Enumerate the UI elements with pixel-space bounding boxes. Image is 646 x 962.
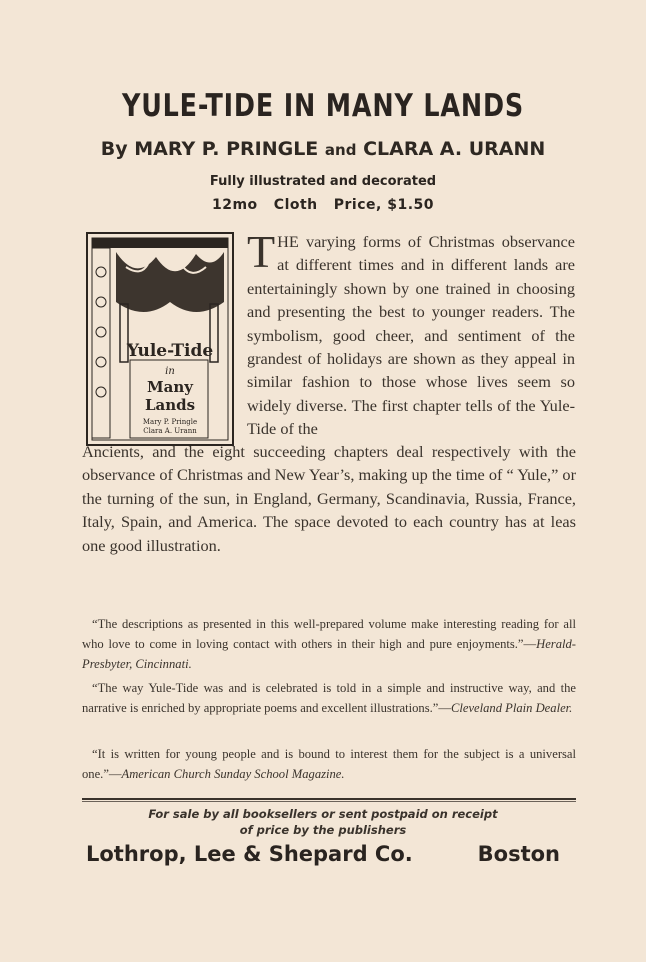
review-1-quote: “The descriptions as presented in this well-prepared volume make interesting reading for all who love to come in loving contact with others in their high and pure enjoyments.”— (82, 617, 576, 651)
divider-rule (82, 798, 576, 800)
cover-author-line2: Clara A. Urann (143, 427, 197, 435)
divider-rule-thin (82, 801, 576, 802)
description-continued-text: Ancients, and the eight succeeding chapters deal respectively with the observance of Christmas and New Year’s, making up the time of “ Yule,” or the turning of the sun, in England, Germany, Scandinavia, Russia, France, Italy, Spain, and America. The space devoted to each country has at leas one good illustration. (82, 442, 576, 555)
review-1-source: Herald-Presbyter, Cincinnati. (82, 637, 576, 671)
book-cover-illustration (86, 232, 234, 446)
description-continued (82, 440, 576, 557)
book-title: YULE-TIDE IN MANY LANDS (121, 88, 525, 124)
drop-cap: T (247, 226, 276, 277)
price-line: 12mo Cloth Price, $1.50 (211, 197, 435, 213)
review-2-quote: “The way Yule-Tide was and is celebrated is told in a simple and instructive way, and the narrative is enriched by appropriate poems and excellent illustrations.”— (82, 681, 576, 715)
description-wrapped (247, 226, 575, 441)
illustration-note: Fully illustrated and decorated (209, 174, 437, 189)
review-3-quote: “It is written for young people and is bound to interest them for the subject is a universal one.”— (82, 747, 576, 781)
cover-title-line1: Yule-Tide (126, 341, 214, 361)
sale-note-line1: For sale by all booksellers or sent postpaid on receipt (148, 807, 498, 821)
publisher-name: Lothrop, Lee & Shepard Co. (86, 842, 413, 866)
authors-line (0, 138, 646, 160)
review-3 (82, 744, 576, 784)
and-label: and (324, 141, 357, 159)
by-label: By (100, 138, 128, 160)
cover-title-line4: Lands (144, 396, 196, 414)
review-2 (82, 678, 576, 718)
author-2: CLARA A. URANN (363, 138, 546, 160)
sale-note-line2: of price by the publishers (239, 823, 407, 837)
cover-title-line3: Many (147, 378, 193, 396)
review-1 (82, 614, 576, 674)
description-wrapped-text: HE varying forms of Christmas observance at different times and in different lands are entertainingly shown by one trained in choosing and presenting the best to younger readers. The symbolism, good cheer, and sentiment of the grandest of holidays are shown as they appeal in similar fashion to those whose lives seem so widely diverse. The first chapter tells of the Yule-Tide of the (247, 232, 575, 439)
review-2-source: Cleveland Plain Dealer. (450, 701, 573, 715)
author-1: MARY P. PRINGLE (134, 138, 319, 160)
publisher-city: Boston (477, 842, 560, 866)
cover-title-line2: in (165, 366, 175, 377)
review-3-source: American Church Sunday School Magazine. (121, 767, 345, 781)
cover-author-line1: Mary P. Pringle (142, 418, 198, 426)
